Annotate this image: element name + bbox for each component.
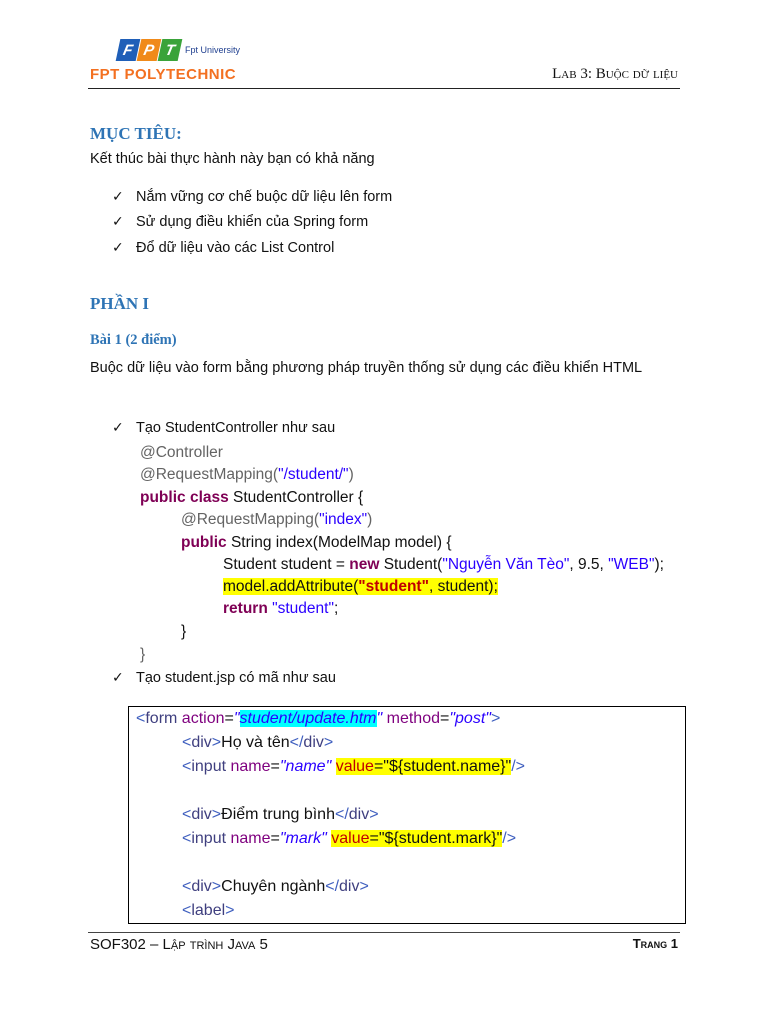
code-line: <div>Chuyên ngành</div> [182, 878, 369, 895]
check-icon: ✓ [112, 214, 124, 230]
code-line: <input name="mark" value="${student.mark}"/> [182, 830, 517, 847]
logo-text: Fpt University [185, 45, 241, 55]
check-icon: ✓ [112, 420, 124, 436]
footer-course: SOF302 – Lập trình Java 5 [90, 936, 268, 953]
logo-letter-f: F [116, 39, 141, 61]
check-icon: ✓ [112, 240, 124, 256]
code-line: <input name="name" value="${student.name}"/> [182, 758, 525, 775]
step-item: ✓ Tạo student.jsp có mã như sau [112, 670, 336, 686]
objectives-intro: Kết thúc bài thực hành này bạn có khả năng [90, 151, 375, 167]
objective-item: ✓ Nắm vững cơ chế buộc dữ liệu lên form [112, 189, 393, 205]
code-line: <div>Họ và tên</div> [182, 734, 334, 751]
code-line: model.addAttribute("student", student); [223, 578, 498, 595]
exercise-description: Buộc dữ liệu vào form bằng phương pháp truyền thống sử dụng các điều khiển HTML [90, 360, 643, 376]
code-line: } [140, 646, 146, 663]
code-line: @RequestMapping("index") [181, 511, 373, 528]
footer-rule [88, 932, 680, 933]
objectives-heading: MỤC TIÊU: [90, 124, 182, 143]
part-heading: PHẦN I [90, 294, 150, 313]
footer-page-number: Trang 1 [632, 936, 678, 951]
brand-title: FPT POLYTECHNIC [90, 66, 237, 83]
code-line: <label> [182, 902, 235, 919]
lab-title: Lab 3: Buộc dữ liệu [552, 66, 678, 82]
logo-letter-p: P [137, 39, 162, 61]
objective-item: ✓ Đổ dữ liệu vào các List Control [112, 240, 335, 256]
code-line: <form action="student/update.htm" method="post"> [136, 710, 501, 727]
code-line: } [181, 623, 187, 640]
code-line: public String index(ModelMap model) { [181, 534, 452, 551]
jsp-code-box [128, 706, 686, 924]
code-line: <div>Điểm trung bình</div> [182, 806, 379, 823]
logo-letter-t: T [158, 39, 183, 61]
step-item: ✓ Tạo StudentController như sau [112, 420, 336, 436]
check-icon: ✓ [112, 670, 124, 686]
exercise-title: Bài 1 (2 điểm) [90, 332, 177, 348]
header-rule [88, 88, 680, 89]
code-line: @RequestMapping("/student/") [140, 466, 354, 483]
check-icon: ✓ [112, 189, 124, 205]
code-line: return "student"; [223, 600, 339, 617]
code-line: public class StudentController { [140, 489, 364, 506]
fpt-logo [118, 36, 240, 64]
objective-item: ✓ Sử dụng điều khiển của Spring form [112, 214, 369, 230]
code-line: Student student = new Student("Nguyễn Văn Tèo", 9.5, "WEB"); [223, 556, 664, 573]
code-line: @Controller [140, 444, 223, 461]
